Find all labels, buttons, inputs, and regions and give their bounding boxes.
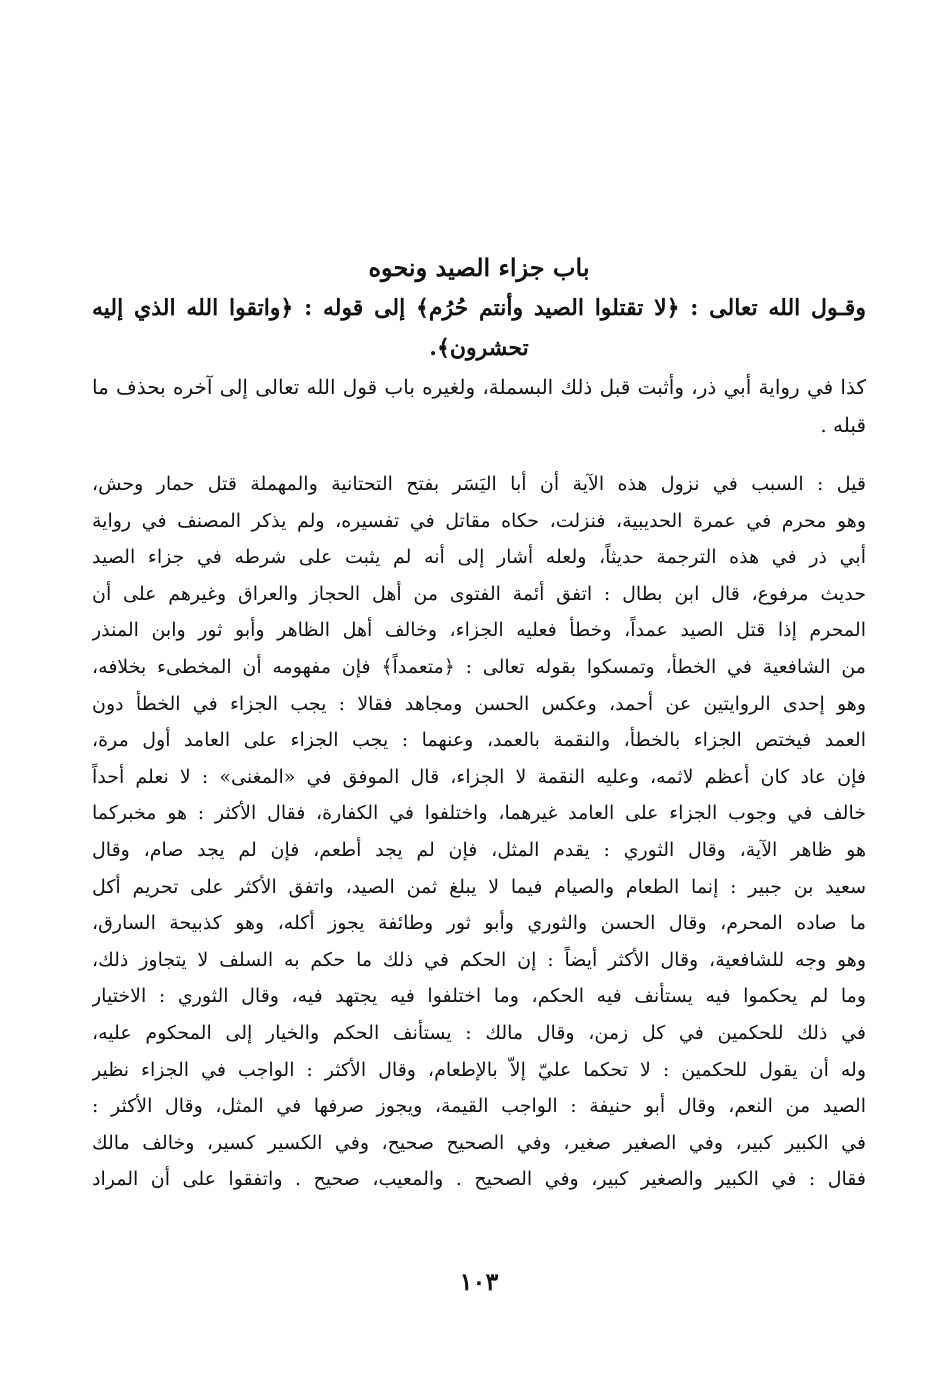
verse-end-mark: .	[429, 335, 437, 361]
commentary-line: وهو وجه للشافعية، وقال الأكثر أيضاً : إن الحكم في ذلك ما حكم به السلف لا يتجاوز ذلك،	[92, 948, 866, 971]
commentary-line: من الشافعية في الخطأ، وتمسكوا بقوله تعالى : ﴿متعمداً﴾ فإن مفهومه أن المخطىء بخلافه،	[92, 655, 866, 678]
verse-line-2	[92, 328, 866, 368]
commentary-line: في ذلك للحكمين في كل زمن، وقال مالك : يستأنف الحكم والخيار إلى المحكوم عليه،	[92, 1021, 866, 1044]
commentary-line: خالف في وجوب الجزاء على العامد غيرهما، واختلفوا في الكفارة، فقال الأكثر : هو مخبركما	[92, 802, 866, 825]
commentary-line: المحرم إذا قتل الصيد عمداً، وخطأ فعليه الجزاء، وخالف أهل الظاهر وأبو ثور وابن المنذر	[92, 619, 866, 642]
verse-lead: وقـول الله تعالى :	[690, 295, 866, 321]
page-number: ١٠٣	[459, 1267, 499, 1296]
commentary-line: هو ظاهر الآية، وقال الثوري : يقدم المثل، فإن لم يجد أطعم، فإن لم يجد صام، وقال	[92, 838, 866, 861]
commentary-line: ما صاده المحرم، وقال الحسن والثوري وأبو ثور وطائفة يجوز أكله، وهو كذبيحة السارق،	[92, 912, 866, 935]
commentary-line: في الكبير كبير، وفي الصغير صغير، وفي الصحيح صحيح، وفي الكسير كسير، وخالف مالك	[92, 1131, 866, 1154]
commentary-line: الصيد من النعم، وقال أبو حنيفة : الواجب القيمة، ويجوز صرفها في المثل، وقال الأكثر :	[92, 1095, 866, 1118]
commentary-line: فقال : في الكبير والصغير كبير، وفي الصحيح . والمعيب، صحيح . واتفقوا على أن المراد	[92, 1168, 866, 1191]
commentary-line: حديث مرفوع، قال ابن بطال : اتفق أئمة الفتوى من أهل الحجاز والعراق وغيرهم على أن	[92, 582, 866, 605]
commentary-line: فإن عاد كان أعظم لاثمه، وعليه النقمة لا الجزاء، قال الموفق في «المغنى» : لا نعلم أحداً	[92, 765, 866, 788]
commentary-line: العمد فيختص الجزاء بالخطأ، والنقمة بالعمد، وعنهما : يجب الجزاء على العامد أول مرة،	[92, 729, 866, 752]
commentary-line: وهو محرم في عمرة الحديبية، فنزلت، حكاه مقاتل في تفسيره، ولم يذكر المصنف في رواية	[92, 509, 866, 532]
quran-quote-1: ﴿لا تقتلوا الصيد وأنتم حُرُم﴾	[415, 295, 680, 321]
chapter-title: باب جزاء الصيد ونحوه	[368, 253, 590, 282]
recension-note: كذا في رواية أبي ذر، وأثبت قبل ذلك البسملة، ولغيره باب قول الله تعالى إلى آخره بحذف ما قبله .	[92, 375, 866, 437]
verse-middle: إلى قوله :	[304, 295, 406, 321]
quran-quote-2-end: تحشرون﴾	[436, 335, 529, 361]
commentary-body	[92, 466, 866, 1198]
commentary-line: أبي ذر في هذه الترجمة حديثاً، ولعله أشار إلى أنه لم يثبت على شرطه في جزاء الصيد	[92, 546, 866, 569]
commentary-line: سعيد بن جبير : إنما الطعام والصيام فيما لا يبلغ ثمن الصيد، واتفق الأكثر على تحريم أكل	[92, 875, 866, 898]
commentary-line: وله أن يقول للحكمين : لا تحكما عليّ إلاّ بالإطعام، وقال الأكثر : الواجب في الجزاء نظير	[92, 1058, 866, 1081]
quran-quote-2: ﴿واتقوا الله الذي إليه	[92, 295, 294, 321]
commentary-line: وهو إحدى الروايتين عن أحمد، وعكس الحسن ومجاهد فقالا : يجب الجزاء في الخطأ دون	[92, 692, 866, 715]
commentary-line: وما لم يحكموا فيه يستأنف فيه الحكم، وما اختلفوا فيه يجتهد فيه، وقال الثوري : الاختيار	[92, 985, 866, 1008]
verse-line-1	[92, 288, 866, 328]
book-page	[92, 0, 866, 1376]
commentary-line: قيل : السبب في نزول هذه الآية أن أبا اليَسَر بفتح التحتانية والمهملة قتل حمار وحش،	[92, 473, 866, 495]
